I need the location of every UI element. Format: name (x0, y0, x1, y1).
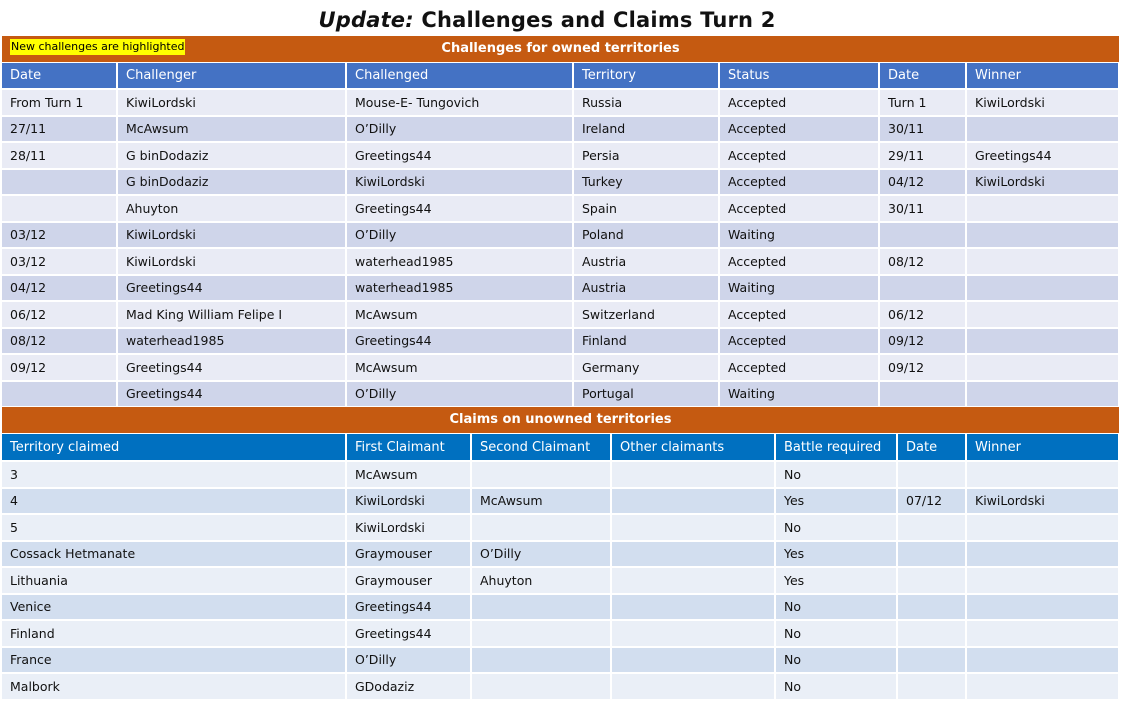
table-row (2, 116, 1119, 143)
table-cell: Accepted (719, 354, 879, 381)
table-cell: Mad King William Felipe I (117, 301, 346, 328)
table-cell: 30/11 (879, 195, 966, 222)
table-cell: Waiting (719, 275, 879, 302)
table-cell: O’Dilly (346, 647, 471, 674)
table-cell: Finland (2, 620, 346, 647)
table-cell: Accepted (719, 301, 879, 328)
column-header: First Claimant (346, 434, 471, 461)
table-cell: No (775, 594, 897, 621)
table-cell (966, 116, 1119, 143)
table-row (2, 275, 1119, 302)
table-cell: Persia (573, 142, 719, 169)
table-cell: Waiting (719, 222, 879, 249)
table-cell: 27/11 (2, 116, 117, 143)
column-header: Date (2, 63, 117, 89)
table-cell: Venice (2, 594, 346, 621)
table-cell (471, 514, 611, 541)
table-row (2, 541, 1119, 568)
unowned-claims-table (2, 434, 1120, 701)
table-cell: McAwsum (346, 301, 573, 328)
table-cell (611, 594, 775, 621)
table-row (2, 354, 1119, 381)
table-cell: McAwsum (117, 116, 346, 143)
owned-header-row (2, 63, 1119, 89)
table-cell: Russia (573, 89, 719, 116)
table-cell (897, 594, 966, 621)
table-cell: KiwiLordski (117, 222, 346, 249)
table-cell (879, 381, 966, 408)
table-cell: No (775, 461, 897, 488)
table-cell: Lithuania (2, 567, 346, 594)
table-cell: KiwiLordski (117, 89, 346, 116)
table-cell (2, 381, 117, 408)
table-cell: 09/12 (879, 354, 966, 381)
table-cell: GDodaziz (346, 673, 471, 700)
column-header: Date (879, 63, 966, 89)
table-cell: Waiting (719, 381, 879, 408)
table-cell: 04/12 (879, 169, 966, 196)
table-row (2, 301, 1119, 328)
table-cell (966, 673, 1119, 700)
table-cell: Portugal (573, 381, 719, 408)
table-cell: 06/12 (879, 301, 966, 328)
table-cell: No (775, 647, 897, 674)
column-header: Challenged (346, 63, 573, 89)
table-cell: Ahuyton (117, 195, 346, 222)
table-cell (966, 647, 1119, 674)
table-cell (966, 514, 1119, 541)
table-row (2, 142, 1119, 169)
table-cell: Graymouser (346, 541, 471, 568)
table-cell: Accepted (719, 142, 879, 169)
table-cell (879, 275, 966, 302)
column-header: Date (897, 434, 966, 461)
table-cell: Spain (573, 195, 719, 222)
table-row (2, 248, 1119, 275)
table-cell (611, 514, 775, 541)
table-cell: 08/12 (879, 248, 966, 275)
table-row (2, 461, 1119, 488)
page-title (0, 8, 1094, 32)
table-cell (897, 514, 966, 541)
table-cell: Greetings44 (346, 195, 573, 222)
table-cell: G binDodaziz (117, 142, 346, 169)
unowned-banner-label: Claims on unowned territories (449, 412, 672, 427)
table-cell: Greetings44 (117, 381, 346, 408)
table-row (2, 328, 1119, 355)
table-cell: 07/12 (897, 488, 966, 515)
column-header: Winner (966, 434, 1119, 461)
table-cell: 29/11 (879, 142, 966, 169)
table-cell: Greetings44 (346, 594, 471, 621)
table-cell: Accepted (719, 248, 879, 275)
table-cell (966, 567, 1119, 594)
table-cell: 06/12 (2, 301, 117, 328)
table-cell (611, 461, 775, 488)
table-cell: Switzerland (573, 301, 719, 328)
table-row (2, 195, 1119, 222)
column-header: Status (719, 63, 879, 89)
table-cell: Germany (573, 354, 719, 381)
table-cell: O’Dilly (471, 541, 611, 568)
table-cell (966, 594, 1119, 621)
table-row (2, 514, 1119, 541)
column-header: Battle required (775, 434, 897, 461)
column-header: Territory claimed (2, 434, 346, 461)
owned-banner-label: Challenges for owned territories (441, 41, 680, 56)
table-row (2, 488, 1119, 515)
table-cell: 04/12 (2, 275, 117, 302)
table-row (2, 381, 1119, 408)
table-cell (966, 195, 1119, 222)
table-cell: Austria (573, 248, 719, 275)
table-row (2, 567, 1119, 594)
table-cell: G binDodaziz (117, 169, 346, 196)
column-header: Challenger (117, 63, 346, 89)
table-cell: KiwiLordski (346, 169, 573, 196)
table-cell: Poland (573, 222, 719, 249)
table-cell (611, 567, 775, 594)
table-row (2, 647, 1119, 674)
table-row (2, 222, 1119, 249)
table-cell (966, 461, 1119, 488)
table-cell (2, 169, 117, 196)
table-cell: Accepted (719, 328, 879, 355)
table-row (2, 673, 1119, 700)
table-cell: Austria (573, 275, 719, 302)
table-cell (897, 567, 966, 594)
table-cell: Finland (573, 328, 719, 355)
table-cell: Yes (775, 488, 897, 515)
table-cell: France (2, 647, 346, 674)
table-cell: Graymouser (346, 567, 471, 594)
table-cell: 5 (2, 514, 346, 541)
table-cell: O’Dilly (346, 381, 573, 408)
table-row (2, 620, 1119, 647)
table-cell (471, 594, 611, 621)
table-cell: Accepted (719, 169, 879, 196)
table-cell (966, 222, 1119, 249)
table-cell (471, 673, 611, 700)
table-cell: KiwiLordski (966, 89, 1119, 116)
column-header: Territory (573, 63, 719, 89)
owned-table-body (2, 89, 1119, 407)
table-cell: 03/12 (2, 248, 117, 275)
table-cell: No (775, 620, 897, 647)
table-row (2, 89, 1119, 116)
table-cell: Ahuyton (471, 567, 611, 594)
table-cell (611, 541, 775, 568)
table-cell: KiwiLordski (966, 169, 1119, 196)
table-cell: O’Dilly (346, 116, 573, 143)
title-update-word: Update: (318, 8, 414, 32)
table-cell (897, 461, 966, 488)
table-cell (966, 354, 1119, 381)
table-cell: 09/12 (879, 328, 966, 355)
table-cell: Turn 1 (879, 89, 966, 116)
table-cell: McAwsum (346, 461, 471, 488)
table-row (2, 594, 1119, 621)
table-cell: KiwiLordski (966, 488, 1119, 515)
table-cell: Yes (775, 541, 897, 568)
table-cell: No (775, 514, 897, 541)
table-cell (471, 647, 611, 674)
table-cell: Greetings44 (117, 354, 346, 381)
table-cell (471, 461, 611, 488)
table-cell (966, 328, 1119, 355)
table-cell: 3 (2, 461, 346, 488)
table-cell: Mouse-E- Tungovich (346, 89, 573, 116)
table-row (2, 169, 1119, 196)
table-cell: McAwsum (471, 488, 611, 515)
table-cell: 30/11 (879, 116, 966, 143)
column-header: Second Claimant (471, 434, 611, 461)
table-cell (966, 541, 1119, 568)
table-cell (471, 620, 611, 647)
table-cell (897, 647, 966, 674)
table-cell (966, 620, 1119, 647)
table-cell (879, 222, 966, 249)
table-cell (611, 620, 775, 647)
owned-challenges-table (2, 63, 1120, 408)
table-cell: Greetings44 (966, 142, 1119, 169)
table-cell: Turkey (573, 169, 719, 196)
table-cell: Greetings44 (346, 328, 573, 355)
table-cell: From Turn 1 (2, 89, 117, 116)
table-cell: Ireland (573, 116, 719, 143)
table-cell: KiwiLordski (346, 514, 471, 541)
table-cell: 09/12 (2, 354, 117, 381)
table-cell (966, 275, 1119, 302)
table-cell (966, 381, 1119, 408)
column-header: Winner (966, 63, 1119, 89)
table-cell (966, 248, 1119, 275)
table-cell: 03/12 (2, 222, 117, 249)
table-cell: Malbork (2, 673, 346, 700)
table-cell: Yes (775, 567, 897, 594)
table-cell (611, 488, 775, 515)
table-cell: Greetings44 (346, 620, 471, 647)
unowned-territories-banner (2, 407, 1119, 433)
title-text: Challenges and Claims Turn 2 (413, 8, 776, 32)
unowned-header-row (2, 434, 1119, 461)
table-cell (897, 541, 966, 568)
table-cell: 28/11 (2, 142, 117, 169)
highlight-legend-note: New challenges are highlighted (11, 40, 185, 53)
table-cell: 4 (2, 488, 346, 515)
table-cell: Greetings44 (117, 275, 346, 302)
table-cell: 08/12 (2, 328, 117, 355)
table-cell: McAwsum (346, 354, 573, 381)
table-cell: waterhead1985 (346, 248, 573, 275)
table-cell (897, 620, 966, 647)
table-cell: Accepted (719, 116, 879, 143)
table-cell: KiwiLordski (346, 488, 471, 515)
table-cell: No (775, 673, 897, 700)
table-cell (611, 647, 775, 674)
table-cell: KiwiLordski (117, 248, 346, 275)
table-cell (611, 673, 775, 700)
table-cell (897, 673, 966, 700)
table-cell: Greetings44 (346, 142, 573, 169)
table-cell: O’Dilly (346, 222, 573, 249)
table-cell: Cossack Hetmanate (2, 541, 346, 568)
table-cell: waterhead1985 (346, 275, 573, 302)
unowned-table-body (2, 461, 1119, 700)
table-cell: Accepted (719, 195, 879, 222)
table-cell: waterhead1985 (117, 328, 346, 355)
table-cell (2, 195, 117, 222)
column-header: Other claimants (611, 434, 775, 461)
table-cell (966, 301, 1119, 328)
table-cell: Accepted (719, 89, 879, 116)
